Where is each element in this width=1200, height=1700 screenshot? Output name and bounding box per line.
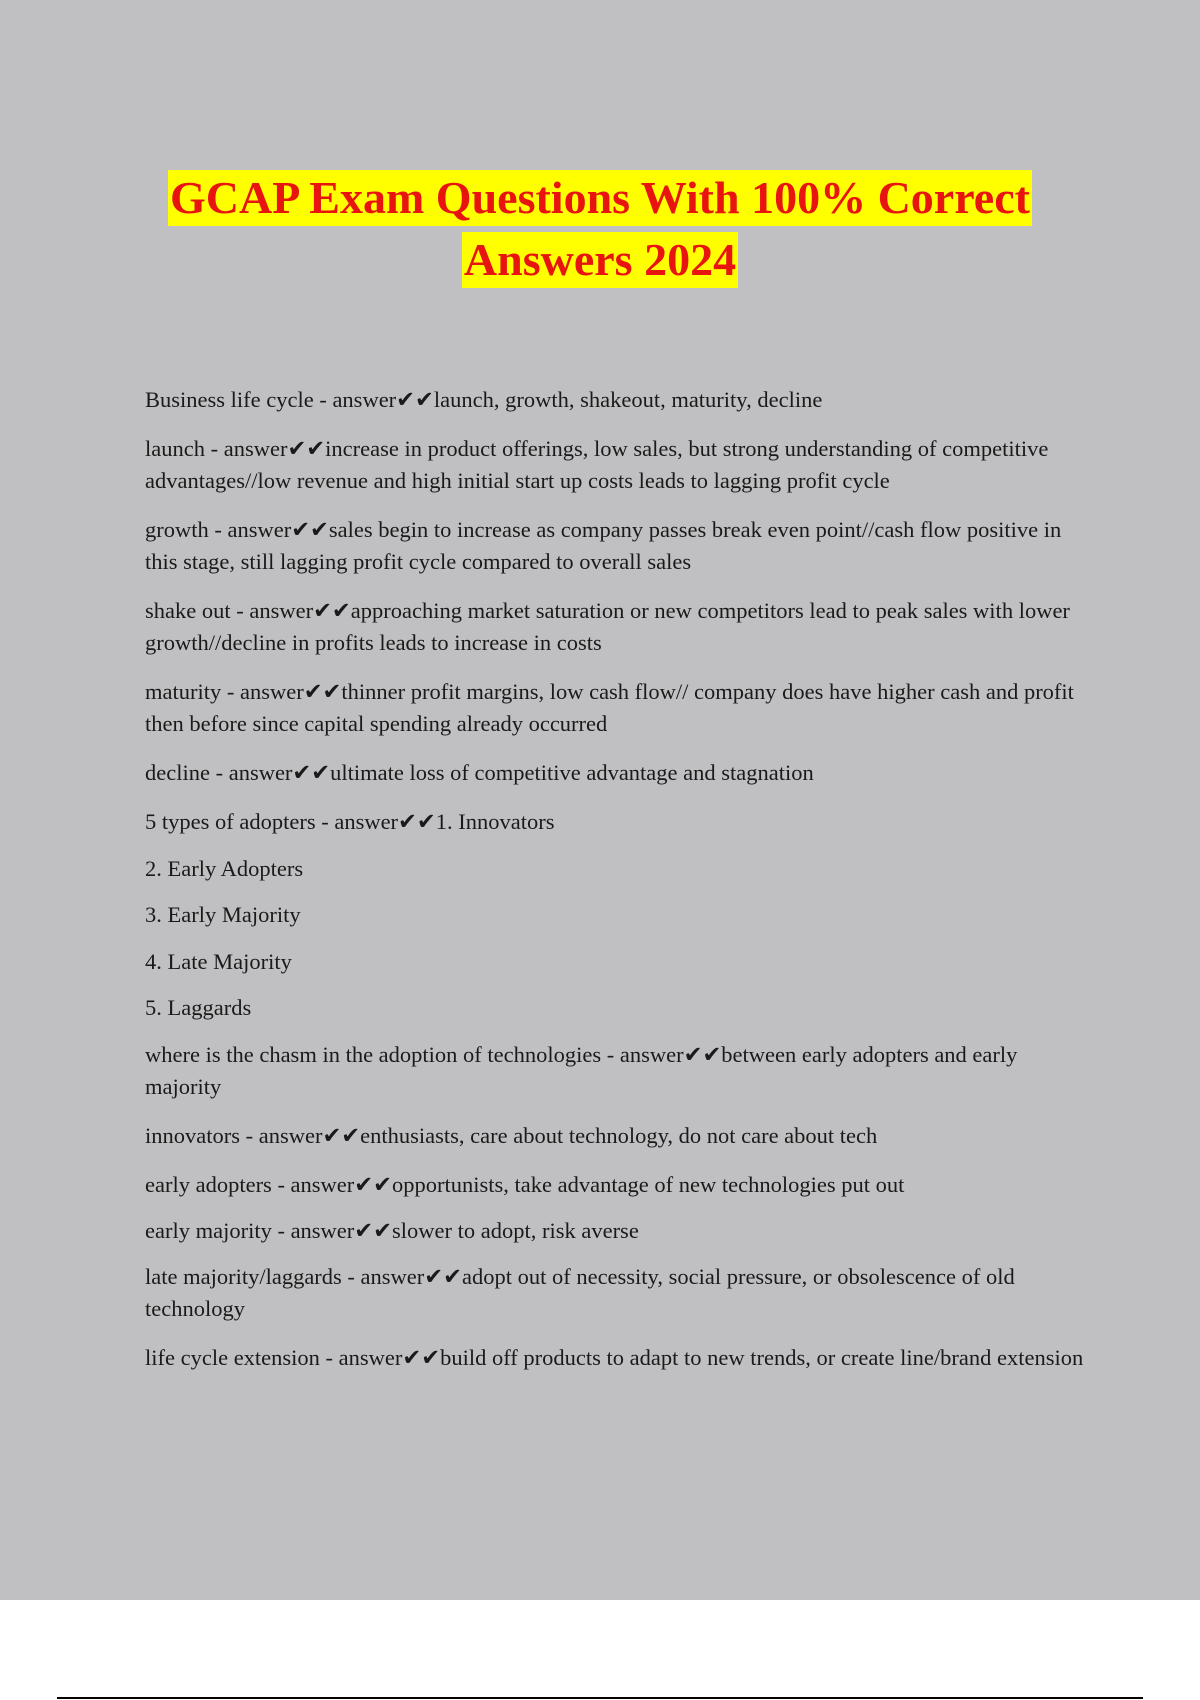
qa-entry: Business life cycle - answer✔✔launch, growth, shakeout, maturity, decline [145,387,823,412]
qa-list [145,384,1085,1391]
qa-entry: early adopters - answer✔✔opportunists, take advantage of new technologies put out [145,1171,905,1197]
footer-divider [57,1697,1143,1699]
list-item: 5. Laggards [145,995,252,1020]
qa-entry: 5 types of adopters - answer✔✔1. Innovators [145,809,555,834]
qa-entry: innovators - answer✔✔enthusiasts, care about technology, do not care about tech [145,1122,878,1148]
qa-entry: growth - answer✔✔sales begin to increase as company passes break even point//cash flow positive in this stage, still lagging profit cycle compared to overall sales [145,517,1062,574]
document-title [0,170,1200,294]
qa-entry: launch - answer✔✔increase in product offerings, low sales, but strong understanding of competitive advantages//low revenue and high initial start up costs leads to lagging profit cycle [145,436,1049,493]
qa-entry: where is the chasm in the adoption of technologies - answer✔✔between early adopters and early majority [145,1041,1018,1099]
list-item: 2. Early Adopters [145,855,304,881]
title-line-2: Answers 2024 [462,232,738,288]
qa-entry: maturity - answer✔✔thinner profit margins, low cash flow// company does have higher cash and profit then before since capital spending already occurred [145,679,1074,736]
title-line-1: GCAP Exam Questions With 100% Correct [168,170,1032,226]
qa-entry: early majority - answer✔✔slower to adopt, risk averse [145,1217,639,1243]
qa-entry: shake out - answer✔✔approaching market saturation or new competitors lead to peak sales with lower growth//decline in profits leads to increase in costs [145,598,1070,655]
list-item: 4. Late Majority [145,948,292,974]
qa-entry: decline - answer✔✔ultimate loss of competitive advantage and stagnation [145,760,814,785]
qa-entry: life cycle extension - answer✔✔build off products to adapt to new trends, or create line/brand extension [145,1344,1084,1370]
list-item: 3. Early Majority [145,902,301,927]
qa-entry: late majority/laggards - answer✔✔adopt out of necessity, social pressure, or obsolescence of old technology [145,1263,1015,1321]
